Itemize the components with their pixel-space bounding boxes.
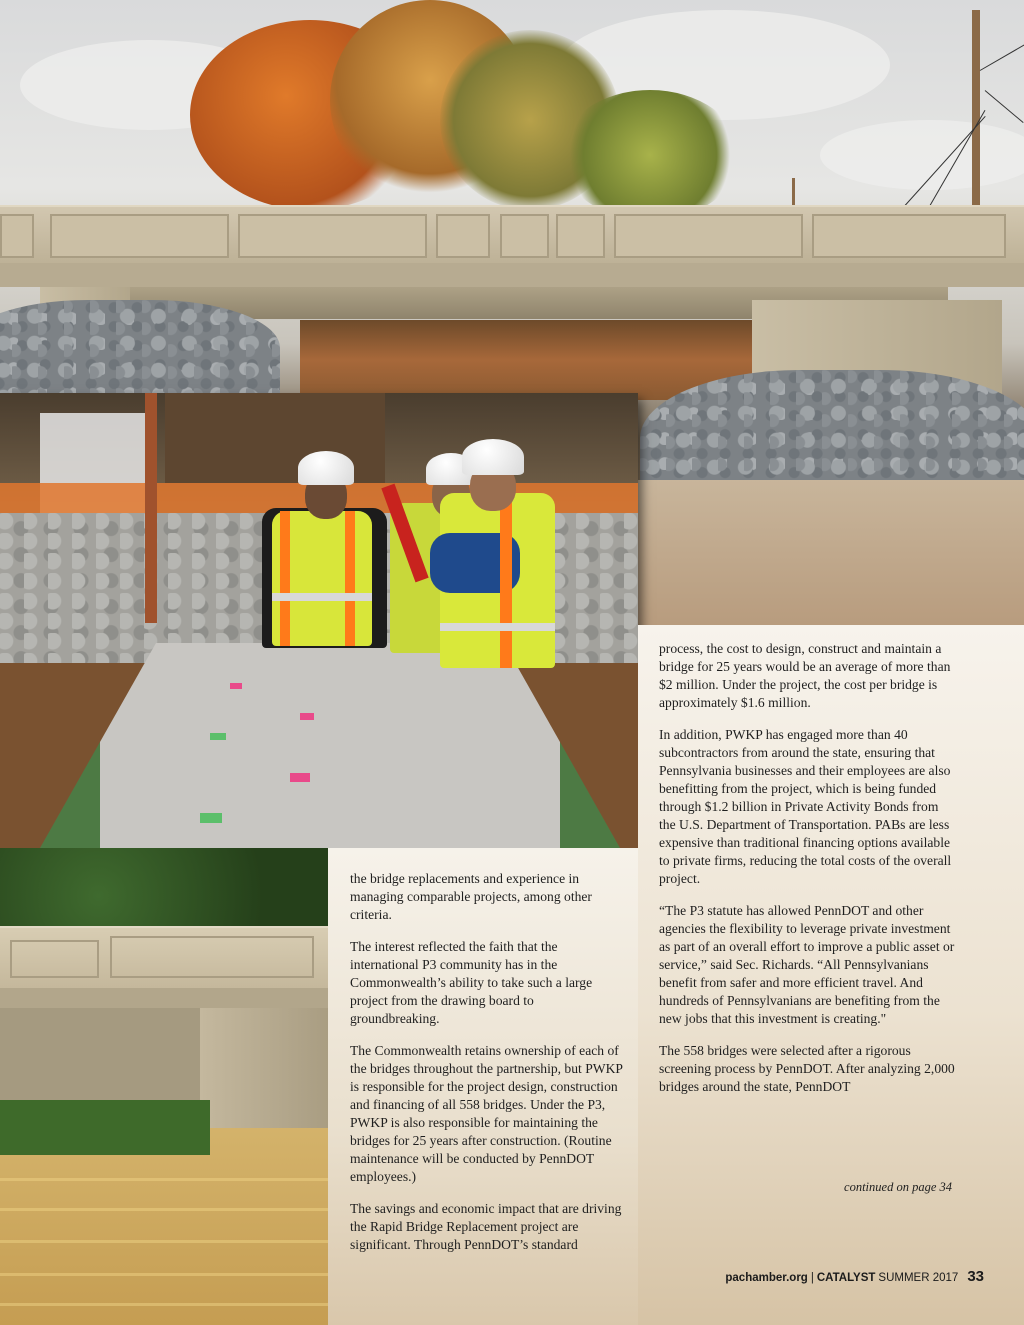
page-footer xyxy=(725,1268,984,1285)
paragraph: the bridge replacements and experience in managing comparable projects, among other criteria. xyxy=(350,871,592,922)
continued-note: continued on page 34 xyxy=(844,1180,952,1194)
paragraph: In addition, PWKP has engaged more than 40 subcontractors from around the state, ensuring that Pennsylvania businesses and their employees are also benefitting from the project, which is being funded through $1.2 billion in Private Activity Bonds from the U.S. Department of Transportation. PABs are less expensive than traditional financing options available to private firms, reducing the total costs of the overall project. xyxy=(659,727,952,886)
footer-issue: SUMMER 2017 xyxy=(878,1272,959,1284)
footer-site: pachamber.org xyxy=(725,1272,808,1284)
paragraph: The savings and economic impact that are driving the Rapid Bridge Replacement project are significant. Through PennDOT’s standard xyxy=(350,1201,622,1252)
workers-inspection-photo xyxy=(0,393,638,848)
paragraph: The interest reflected the faith that the international P3 community has in the Commonwealth’s ability to take such a large project from the drawing board to groundbreaking. xyxy=(350,939,593,1026)
new-bridge-photo xyxy=(0,848,328,1325)
article-right-column xyxy=(659,640,955,1110)
page-number: 33 xyxy=(967,1268,984,1285)
footer-magazine: CATALYST xyxy=(816,1272,876,1284)
footer-separator: | xyxy=(810,1272,814,1284)
paragraph: process, the cost to design, construct and maintain a bridge for 25 years would be an average of more than $2 million. Under the project, the cost per bridge is approximately $1.6 million. xyxy=(659,641,951,710)
article-left-column xyxy=(350,870,625,1268)
paragraph: The Commonwealth retains ownership of each of the bridges throughout the partnership, but PWKP is responsible for the project design, construction and financing of all 558 bridges. Under the P3, PWKP is also responsible for maintaining the bridges for 25 years after construction. (Routine maintenance will be conducted by PennDOT employees.) xyxy=(350,1043,623,1184)
paragraph: The 558 bridges were selected after a rigorous screening process by PennDOT. After analyzing 2,000 bridges around the state, PennDOT xyxy=(659,1043,955,1094)
paragraph: “The P3 statute has allowed PennDOT and other agencies the flexibility to leverage private investment as part of an overall effort to improve a public asset or service,” said Sec. Richards. “All Pennsylvanians benefit from safer and more efficient travel. And hundreds of Pennsylvanians are benefiting from the new jobs that this investment is creating." xyxy=(659,903,955,1026)
